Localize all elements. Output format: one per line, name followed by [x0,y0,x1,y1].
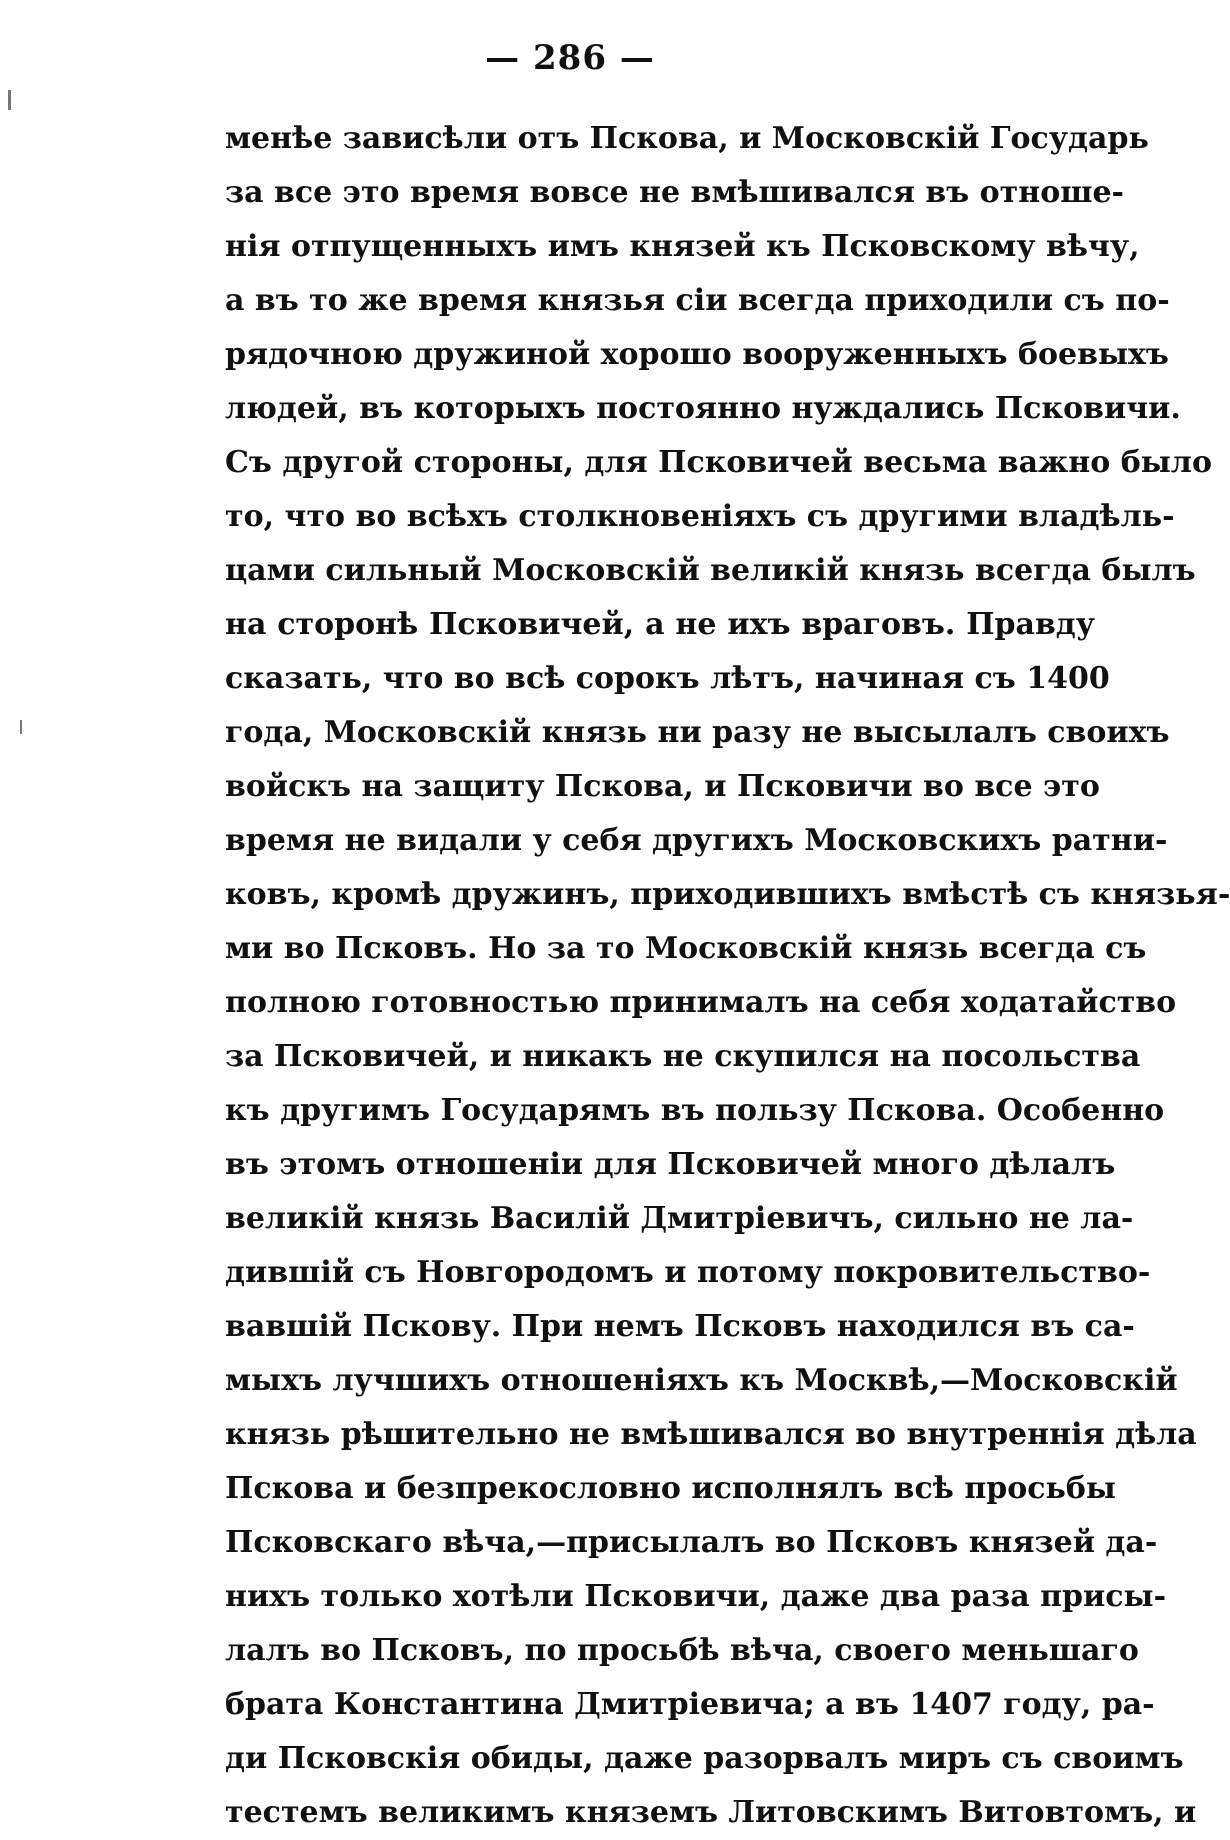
text-line: людей, въ которыхъ постоянно нуждались Псковичи. [225,391,1181,426]
text-line: къ другимъ Государямъ въ пользу Пскова. Особенно [225,1093,1165,1128]
body-text [225,112,1230,1840]
text-line: цами сильный Московскій великій князь всегда былъ [225,553,1196,588]
text-line: Псковскаго вѣча,—присылалъ во Псковъ князей да- [225,1525,1158,1560]
text-line: князь рѣшительно не вмѣшивался во внутреннія дѣла [225,1417,1197,1452]
text-line: ковъ, кромѣ дружинъ, приходившихъ вмѣстѣ съ князья- [225,877,1230,912]
text-line: лалъ во Псковъ, по просьбѣ вѣча, своего меньшаго [225,1633,1139,1668]
text-line: а въ то же время князья сіи всегда приходили съ по- [225,283,1170,318]
text-line: рядочною дружиной хорошо вооруженныхъ боевыхъ [225,337,1169,372]
text-line: ми во Псковъ. Но за то Московскій князь всегда съ [225,931,1147,966]
text-line: Съ другой стороны, для Псковичей весьма важно было [225,445,1212,480]
text-line: мыхъ лучшихъ отношеніяхъ къ Москвѣ,—Московскій [225,1363,1178,1398]
text-line: брата Константина Дмитріевича; а въ 1407 году, ра- [225,1687,1155,1722]
text-line: полною готовностью принималъ на себя ходатайство [225,985,1177,1020]
text-line: нія отпущенныхъ имъ князей къ Псковскому вѣчу, [225,229,1140,264]
text-line: вавшій Пскову. При немъ Псковъ находился въ са- [225,1309,1135,1344]
page-number: — 286 — [485,38,655,78]
text-line: года, Московскій князь ни разу не высылалъ своихъ [225,715,1170,750]
text-line: сказать, что во всѣ сорокъ лѣтъ, начиная съ 1400 [225,661,1110,696]
text-line: дившій съ Новгородомъ и потому покровительство- [225,1255,1151,1290]
text-line: то, что во всѣхъ столкновеніяхъ съ другими владѣль- [225,499,1175,534]
text-line: въ этомъ отношеніи для Псковичей много дѣлалъ [225,1147,1116,1182]
text-line: Пскова и безпрекословно исполнялъ всѣ просьбы [225,1471,1116,1506]
text-line: на сторонѣ Псковичей, а не ихъ враговъ. Правду [225,607,1095,642]
scan-margin-mark [20,720,22,734]
text-line: тестемъ великимъ княземъ Литовскимъ Витовтомъ, и [225,1795,1197,1830]
text-line: войскъ на защиту Пскова, и Псковичи во все это [225,769,1100,804]
text-line: ди Псковскія обиды, даже разорвалъ миръ съ своимъ [225,1741,1184,1776]
text-line: время не видали у себя другихъ Московскихъ ратни- [225,823,1168,858]
text-line: великій князь Василій Дмитріевичъ, сильно не ла- [225,1201,1134,1236]
scan-margin-mark [8,90,11,110]
text-line: нихъ только хотѣли Псковичи, даже два раза присы- [225,1579,1167,1614]
text-line: за Псковичей, и никакъ не скупился на посольства [225,1039,1141,1074]
text-line: менѣе зависѣли отъ Пскова, и Московскій Государь [225,121,1149,156]
text-line: за все это время вовсе не вмѣшивался въ отноше- [225,175,1124,210]
